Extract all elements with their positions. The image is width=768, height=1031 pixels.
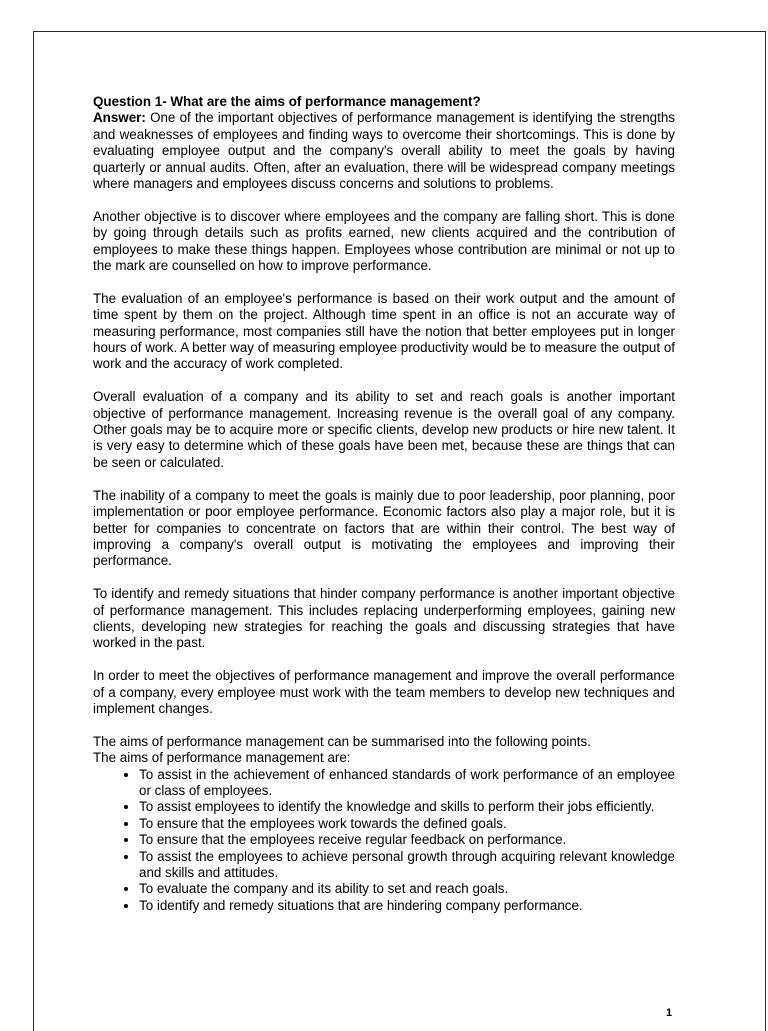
paragraph: To identify and remedy situations that hinder company performance is another important objective of performance management. This includes replacing underperforming employees, gaining new clients, developing new strategies for reaching the goals and discussing strategies that have worked in the past.: [93, 586, 675, 651]
answer-paragraph: [93, 110, 675, 192]
answer-text: One of the important objectives of performance management is identifying the strengths and weaknesses of employees and finding ways to overcome their shortcomings. This is done by evaluating employee output and the company's overall ability to meet the goals by having quarterly or annual audits. Often, after an evaluation, there will be widespread company meetings where managers and employees discuss concerns and solutions to problems.: [93, 110, 675, 192]
list-intro: The aims of performance management are:: [93, 750, 351, 766]
summary-intro: The aims of performance management can be summarised into the following points.: [93, 733, 591, 749]
question-heading: Question 1- What are the aims of performance management?: [93, 94, 481, 109]
paragraph: The inability of a company to meet the goals is mainly due to poor leadership, poor planning, poor implementation or poor employee performance. Economic factors also play a major role, but it is better for companies to concentrate on factors that are within their control. The best way of improving a company's overall output is motivating the employees and improving their performance.: [93, 487, 675, 569]
list-item: • To ensure that the employees receive regular feedback on performance.: [139, 832, 675, 848]
paragraph: Overall evaluation of a company and its ability to set and reach goals is another important objective of performance management. Increasing revenue is the overall goal of any company. Other goals may be to acquire more or specific clients, develop new products or hire new talent. It is very easy to determine which of these goals have been met, because these are things that can be seen or calculated.: [93, 389, 675, 470]
answer-label: Answer:: [93, 110, 146, 126]
paragraph: The evaluation of an employee's performance is based on their work output and the amount of time spent by them on the project. Although time spent in an office is not an accurate way of measuring performance, most companies still have the notion that better employees put in longer hours of work. A better way of measuring employee productivity would be to measure the output of work and the accuracy of work completed.: [93, 290, 675, 372]
document-body: [93, 94, 675, 914]
list-item: • To evaluate the company and its ability to set and reach goals.: [139, 881, 675, 897]
aims-list: [93, 767, 675, 915]
list-item: • To assist employees to identify the knowledge and skills to perform their jobs efficiently.: [139, 799, 675, 815]
paragraph: In order to meet the objectives of performance management and improve the overall performance of a company, every employee must work with the team members to develop new techniques and implement changes.: [93, 668, 675, 716]
list-item: • To assist in the achievement of enhanced standards of work performance of an employee or class of employees.: [139, 767, 675, 800]
paragraph: Another objective is to discover where employees and the company are falling short. This is done by going through details such as profits earned, new clients acquired and the contribution of employees to make these things happen. Employees whose contribution are minimal or not up to the mark are counselled on how to improve performance.: [93, 208, 675, 274]
list-item: • To identify and remedy situations that are hindering company performance.: [139, 898, 675, 914]
list-item: • To ensure that the employees work towards the defined goals.: [139, 816, 675, 832]
list-item: • To assist the employees to achieve personal growth through acquiring relevant knowledge and skills and attitudes.: [139, 849, 675, 882]
page-number: 1: [666, 1007, 673, 1019]
